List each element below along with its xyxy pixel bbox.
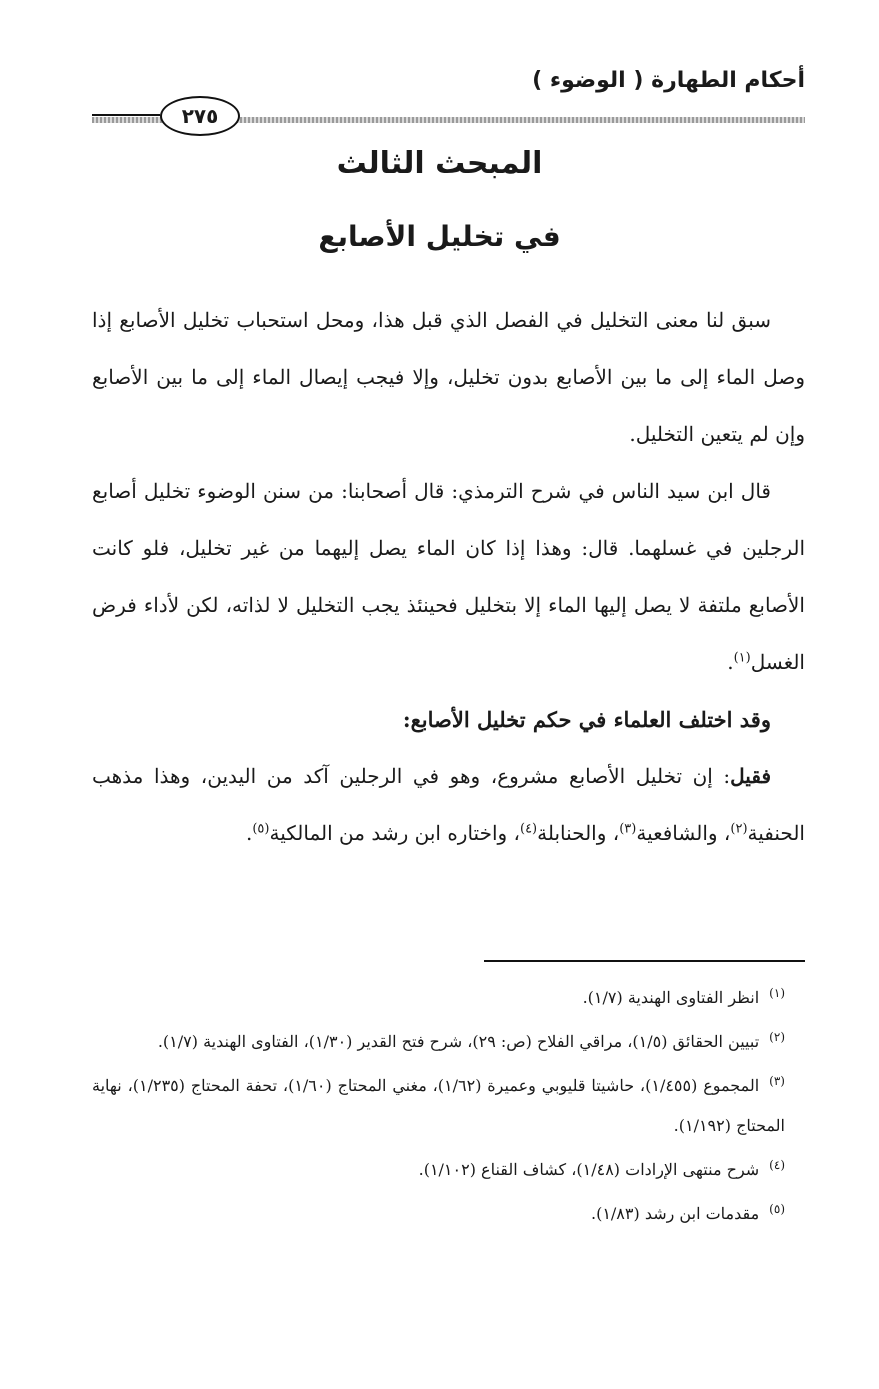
footnote-text: شرح منتهى الإرادات (١/٤٨)، كشاف القناع (١/١٠٢). (418, 1160, 760, 1179)
footnote-ref-2[interactable]: (٢) (730, 821, 748, 837)
paragraph-4-lead: فقيل (730, 764, 771, 788)
footnote-ref-5[interactable]: (٥) (252, 821, 270, 837)
footnote-marker: (١) (769, 985, 785, 1000)
footnote-text: المجموع (١/٤٥٥)، حاشيتا قليوبي وعميرة (١/٦٢)، مغني المحتاج (١/٦٠)، تحفة المحتاج (١/٢٣٥)، نهاية المحتاج (١/١٩٢). (92, 1076, 785, 1135)
paragraph-4-e: . (245, 821, 253, 845)
footnotes (92, 978, 805, 1238)
footnote-marker: (٤) (769, 1157, 785, 1172)
footnote-text: انظر الفتاوى الهندية (١/٧). (582, 988, 760, 1007)
footnote-1 (92, 978, 805, 1018)
footnote-4 (92, 1150, 805, 1190)
paragraph-4-b: ، والشافعية (636, 821, 731, 845)
section-title: في تخليل الأصابع (318, 220, 561, 253)
paragraph-4-c: ، والحنابلة (537, 821, 620, 845)
paragraph-4-a: : إن تخليل الأصابع مشروع، وهو في الرجلين آكد من اليدين، وهذا مذهب الحنفية (92, 764, 805, 845)
footnote-marker: (٢) (769, 1029, 785, 1044)
paragraph-2-text: قال ابن سيد الناس في شرح الترمذي: قال أصحابنا: من سنن الوضوء تخليل أصابع الرجلين في غسلهما. قال: وهذا إذا كان الماء يصل إليهما من غير تخليل، فلو كانت الأصابع ملتفة لا يصل إليها الماء إلا بتخليل فحينئذ يجب التخليل لا لذاته، لكن لأداء فرض الغسل (92, 479, 805, 674)
paragraph-2 (92, 463, 805, 691)
footnote-marker: (٥) (769, 1201, 785, 1216)
running-header: أحكام الطهارة ( الوضوء ) (532, 68, 805, 93)
footnote-3 (92, 1066, 805, 1146)
paragraph-2-end: . (727, 650, 734, 674)
footnote-separator (484, 960, 805, 962)
footnote-2 (92, 1022, 805, 1062)
paragraph-4-d: ، واختاره ابن رشد من المالكية (269, 821, 520, 845)
footnote-ref-4[interactable]: (٤) (519, 821, 538, 837)
footnote-5 (92, 1194, 805, 1234)
footnote-text: مقدمات ابن رشد (١/٨٣). (590, 1204, 760, 1223)
body-text (92, 292, 805, 862)
footnote-marker: (٣) (769, 1073, 785, 1088)
footnote-ref-3[interactable]: (٣) (619, 821, 637, 837)
section-heading: المبحث الثالث (336, 146, 543, 181)
footnote-ref-1[interactable]: (١) (733, 650, 751, 666)
paragraph-4 (92, 748, 805, 862)
footnote-text: تبيين الحقائق (١/٥)، مراقي الفلاح (ص: ٢٩)، شرح فتح القدير (١/٣٠)، الفتاوى الهندية (١/٧). (157, 1032, 760, 1051)
paragraph-1: سبق لنا معنى التخليل في الفصل الذي قبل هذا، ومحل استحباب تخليل الأصابع إذا وصل الماء إلى ما بين الأصابع بدون تخليل، وإلا فيجب إيصال الماء إلى ما بين الأصابع وإن لم يتعين التخليل. (92, 308, 805, 446)
page-number: ٢٧٥ (160, 96, 240, 136)
paragraph-3: وقد اختلف العلماء في حكم تخليل الأصابع: (402, 707, 771, 732)
header-rule-left (92, 114, 160, 116)
